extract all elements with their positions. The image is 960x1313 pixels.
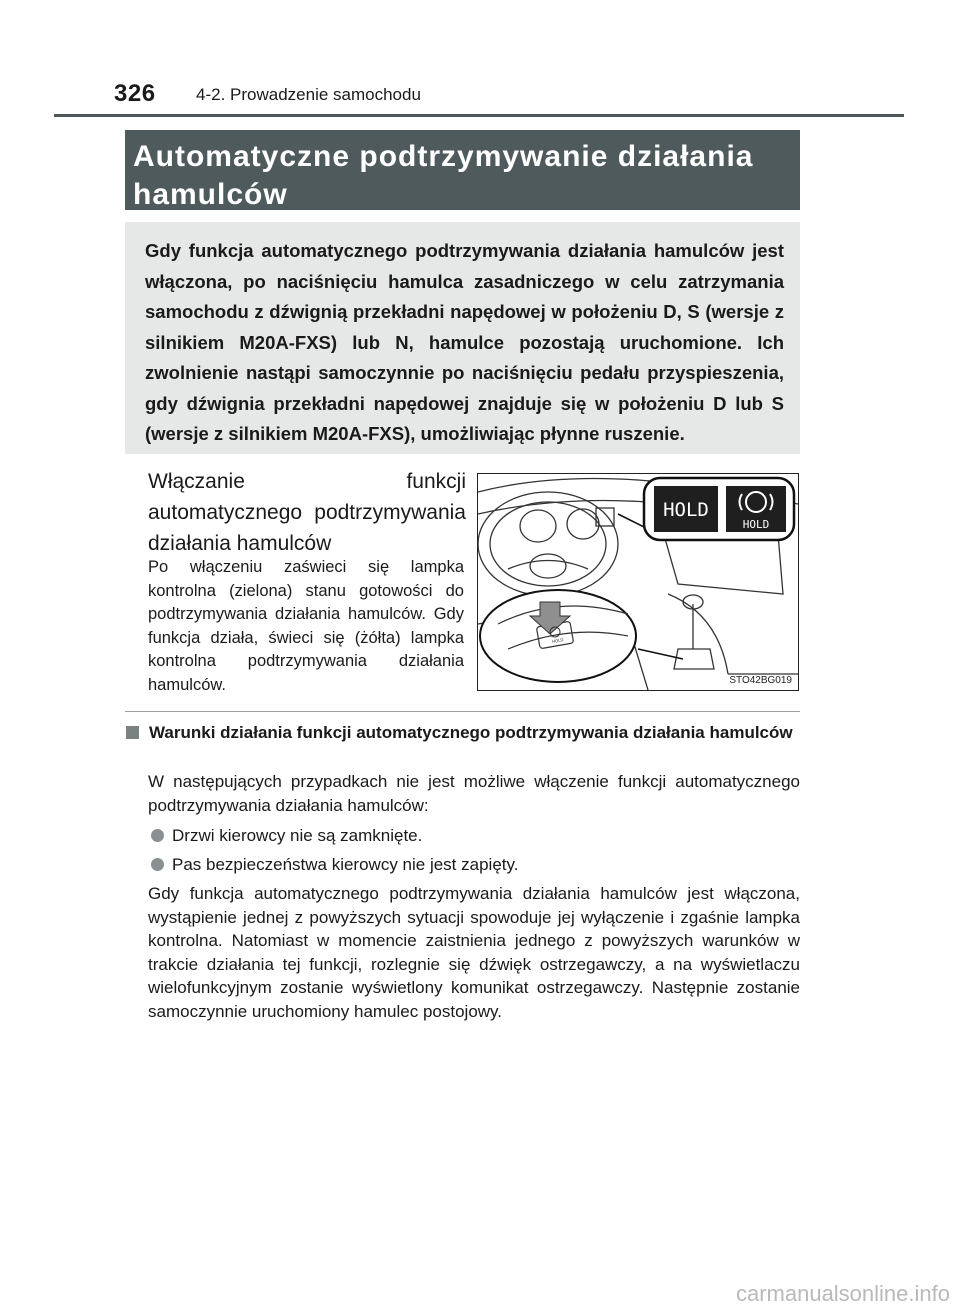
page-number: 326 (114, 80, 156, 107)
illustration-drawing (478, 474, 798, 690)
conditions-closing: Gdy funkcja automatycznego podtrzymywania działania hamulców jest włączona, wystąpienie jednej z powyższych sytuacji spowoduje jej wyłączenie i zgaśnie lampka kontrolna. Natomiast w momencie zaistnienia jednego z powyższych warunków w trakcie działania tej funkcji, rozlegnie się dźwięk ostrzegawczy, a na wyświetlaczu wielofunkcyjnym zostanie wyświetlony komunikat ostrzegawczy. Następnie zostanie samoczynnie uruchomiony hamulec postojowy. (148, 884, 800, 1021)
hold-indicator-text: HOLD (663, 499, 709, 521)
list-item-text: Drzwi kierowcy nie są zamknięte. (172, 826, 423, 845)
conditions-heading (126, 721, 800, 745)
subsection-text: Po włączeniu zaświeci się lampka kontrolna (zielona) stanu gotowości do podtrzymywania działania hamulców. Gdy funkcja działa, świeci się (żółta) lampka kontrolna podtrzymywania działania hamulców. (148, 558, 464, 694)
list-item (148, 853, 800, 877)
conditions-heading-text: Warunki działania funkcji automatycznego podtrzymywania działania hamulców (149, 723, 793, 742)
circle-bullet-icon (151, 829, 164, 842)
section-divider (125, 711, 800, 712)
figure-code: STO42BG019 (729, 675, 792, 686)
chapter-title: 4-2. Prowadzenie samochodu (196, 85, 421, 104)
section-title: Automatyczne podtrzymywanie działania hamulców (133, 140, 754, 211)
square-bullet-icon (126, 726, 139, 739)
section-title-box (125, 130, 800, 210)
circle-bullet-icon (151, 858, 164, 871)
header-rule (54, 114, 904, 117)
watermark: carmanualsonline.info (735, 1281, 950, 1306)
subsection-heading: Włączanie funkcji automatycznego podtrzymywania działania hamulców (148, 470, 466, 555)
hold-icon-label: HOLD (742, 518, 770, 531)
list-item (148, 824, 800, 848)
list-item-text: Pas bezpieczeństwa kierowcy nie jest zapięty. (172, 855, 519, 874)
intro-box (125, 222, 800, 454)
intro-text: Gdy funkcja automatycznego podtrzymywania działania hamulców jest włączona, po naciśnięciu hamulca zasadniczego w celu zatrzymania samochodu z dźwignią przekładni napędowej w położeniu D, S (wersje z silnikiem M20A-FXS) lub N, hamulce pozostają uruchomione. Ich zwolnienie nastąpi samoczynnie po naciśnięciu pedału przyspieszenia, gdy dźwignia przekładni napędowej znajduje się w położeniu D lub S (wersje z silnikiem M20A-FXS), umożliwiając płynne ruszenie. (145, 240, 784, 444)
dashboard-illustration (477, 473, 799, 691)
conditions-intro: W następujących przypadkach nie jest możliwe włączenie funkcji automatycznego podtrzymywania działania hamulców: (148, 772, 800, 815)
hold-button-label: HOLD (551, 637, 564, 644)
